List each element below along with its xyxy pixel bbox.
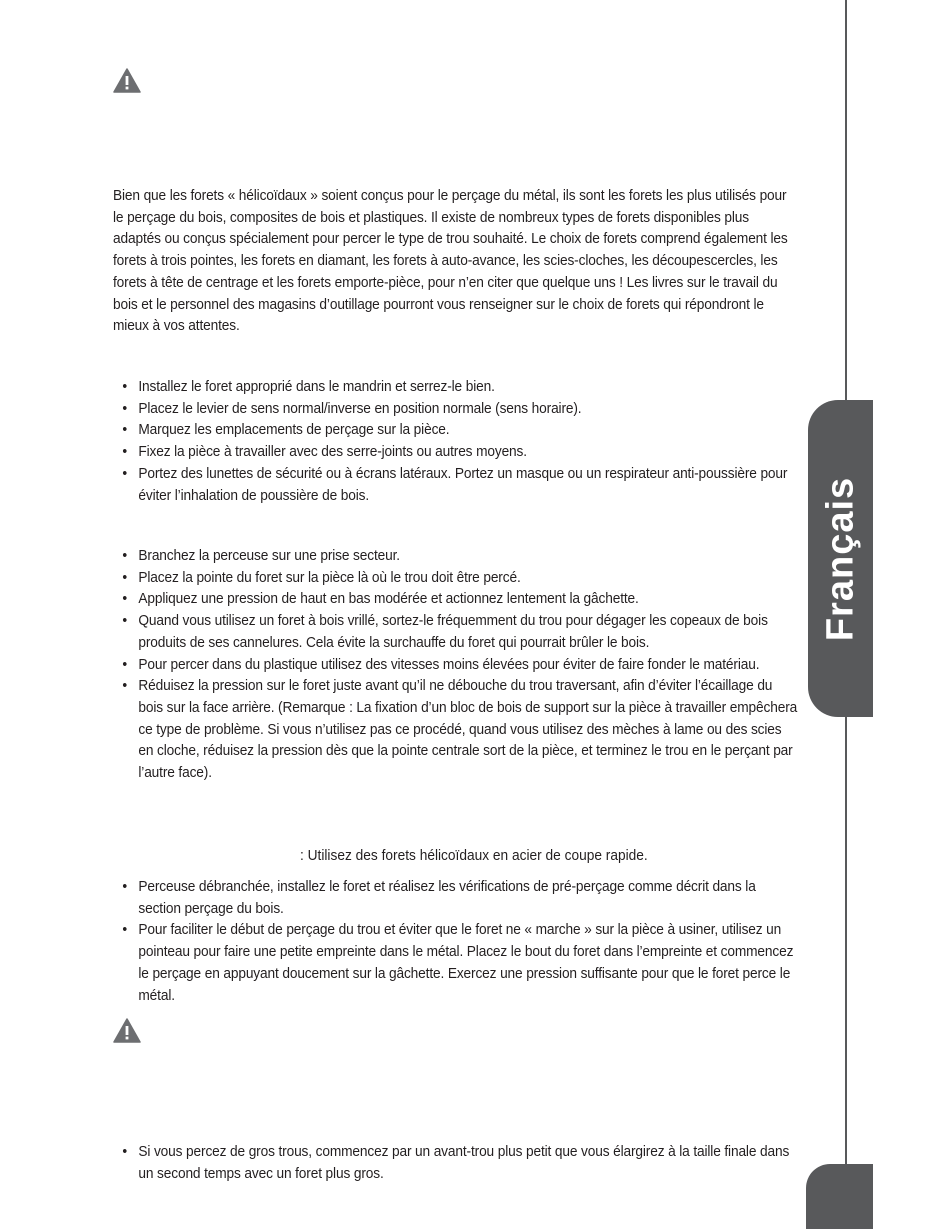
warning-triangle-icon — [113, 1018, 141, 1043]
preparation-list — [113, 377, 799, 507]
list-item: • Perceuse débranchée, installez le foret et réalisez les vérifications de pré-perçage comme décrit dans la section perçage du bois. — [113, 877, 799, 920]
list-item: • Pour faciliter le début de perçage du trou et éviter que le foret ne « marche » sur la pièce à usiner, utilisez un pointeau pour faire une petite empreinte dans le métal. Placez le bout du foret dans l’empreinte et commencez le perçage en appuyant doucement sur la gâchette. Exercez une pression suffisante pour que le foret perce le métal. — [113, 920, 799, 1007]
language-tab — [808, 400, 873, 717]
metal-drilling-section — [113, 877, 794, 1007]
list-item: • Appliquez une pression de haut en bas modérée et actionnez lentement la gâchette. — [113, 589, 799, 611]
list-item: • Placez la pointe du foret sur la pièce là où le trou doit être percé. — [113, 568, 799, 590]
list-item: • Portez des lunettes de sécurité ou à écrans latéraux. Portez un masque ou un respirateur anti-poussière pour éviter l’inhalation de poussière de bois. — [113, 464, 799, 507]
list-item: • Fixez la pièce à travailler avec des serre-joints ou autres moyens. — [113, 442, 799, 464]
list-item: • Placez le levier de sens normal/inverse en position normale (sens horaire). — [113, 399, 799, 421]
warning-triangle-icon — [113, 68, 141, 93]
wood-drilling-list — [113, 546, 799, 785]
intro-section — [113, 186, 788, 338]
list-item: • Réduisez la pression sur le foret juste avant qu’il ne débouche du trou traversant, afin d’éviter l’écaillage du bois sur la face arrière. (Remarque : La fixation d’un bloc de bois de support sur la pièce à travailler empêchera ce type de problème. Si vous n’utilisez pas ce procédé, quand vous utilisez des mèches à lame ou des scies en cloche, réduisez la pression dès que la pointe centrale sort de la pièce, et terminez le trou en le perçant par l’autre face). — [113, 676, 799, 785]
metal-drill-note: : Utilisez des forets hélicoïdaux en acier de coupe rapide. — [300, 848, 648, 864]
list-item: • Marquez les emplacements de perçage sur la pièce. — [113, 420, 799, 442]
list-item: • Branchez la perceuse sur une prise secteur. — [113, 546, 799, 568]
metal-drilling-list — [113, 877, 799, 1007]
language-tab-label: Français — [819, 476, 861, 641]
large-holes-section — [113, 1142, 790, 1185]
preparation-section — [113, 377, 788, 507]
wood-drilling-section — [113, 546, 798, 785]
large-holes-list — [113, 1142, 799, 1185]
list-item: • Quand vous utilisez un foret à bois vrillé, sortez-le fréquemment du trou pour dégager les copeaux de bois produits de ses cannelures. Cela évite la surchauffe du foret qui pourrait brûler le bois. — [113, 611, 799, 654]
intro-paragraph: Bien que les forets « hélicoïdaux » soient conçus pour le perçage du métal, ils sont les forets les plus utilisés pour le perçage du bois, composites de bois et plastiques. Il existe de nombreux types de forets disponibles plus adaptés ou conçus spécialement pour percer le type de trou souhaité. Le choix de forets comprend également les forets à trois pointes, les forets en diamant, les forets à auto-avance, les scies-cloches, les découpescercles, les forets à tête de centrage et les forets emporte-pièce, pour n’en citer que quelque uns ! Les livres sur le travail du bois et le personnel des magasins d’outillage pourront vous renseigner sur le choix de forets qui répondront le mieux à vos attentes. — [113, 188, 788, 335]
list-item: • Si vous percez de gros trous, commencez par un avant-trou plus petit que vous élargirez à la taille finale dans un second temps avec un foret plus gros. — [113, 1142, 799, 1185]
list-item: • Pour percer dans du plastique utilisez des vitesses moins élevées pour éviter de faire fonder le matériau. — [113, 655, 799, 677]
page-corner-tab — [806, 1164, 873, 1229]
list-item: • Installez le foret approprié dans le mandrin et serrez-le bien. — [113, 377, 799, 399]
